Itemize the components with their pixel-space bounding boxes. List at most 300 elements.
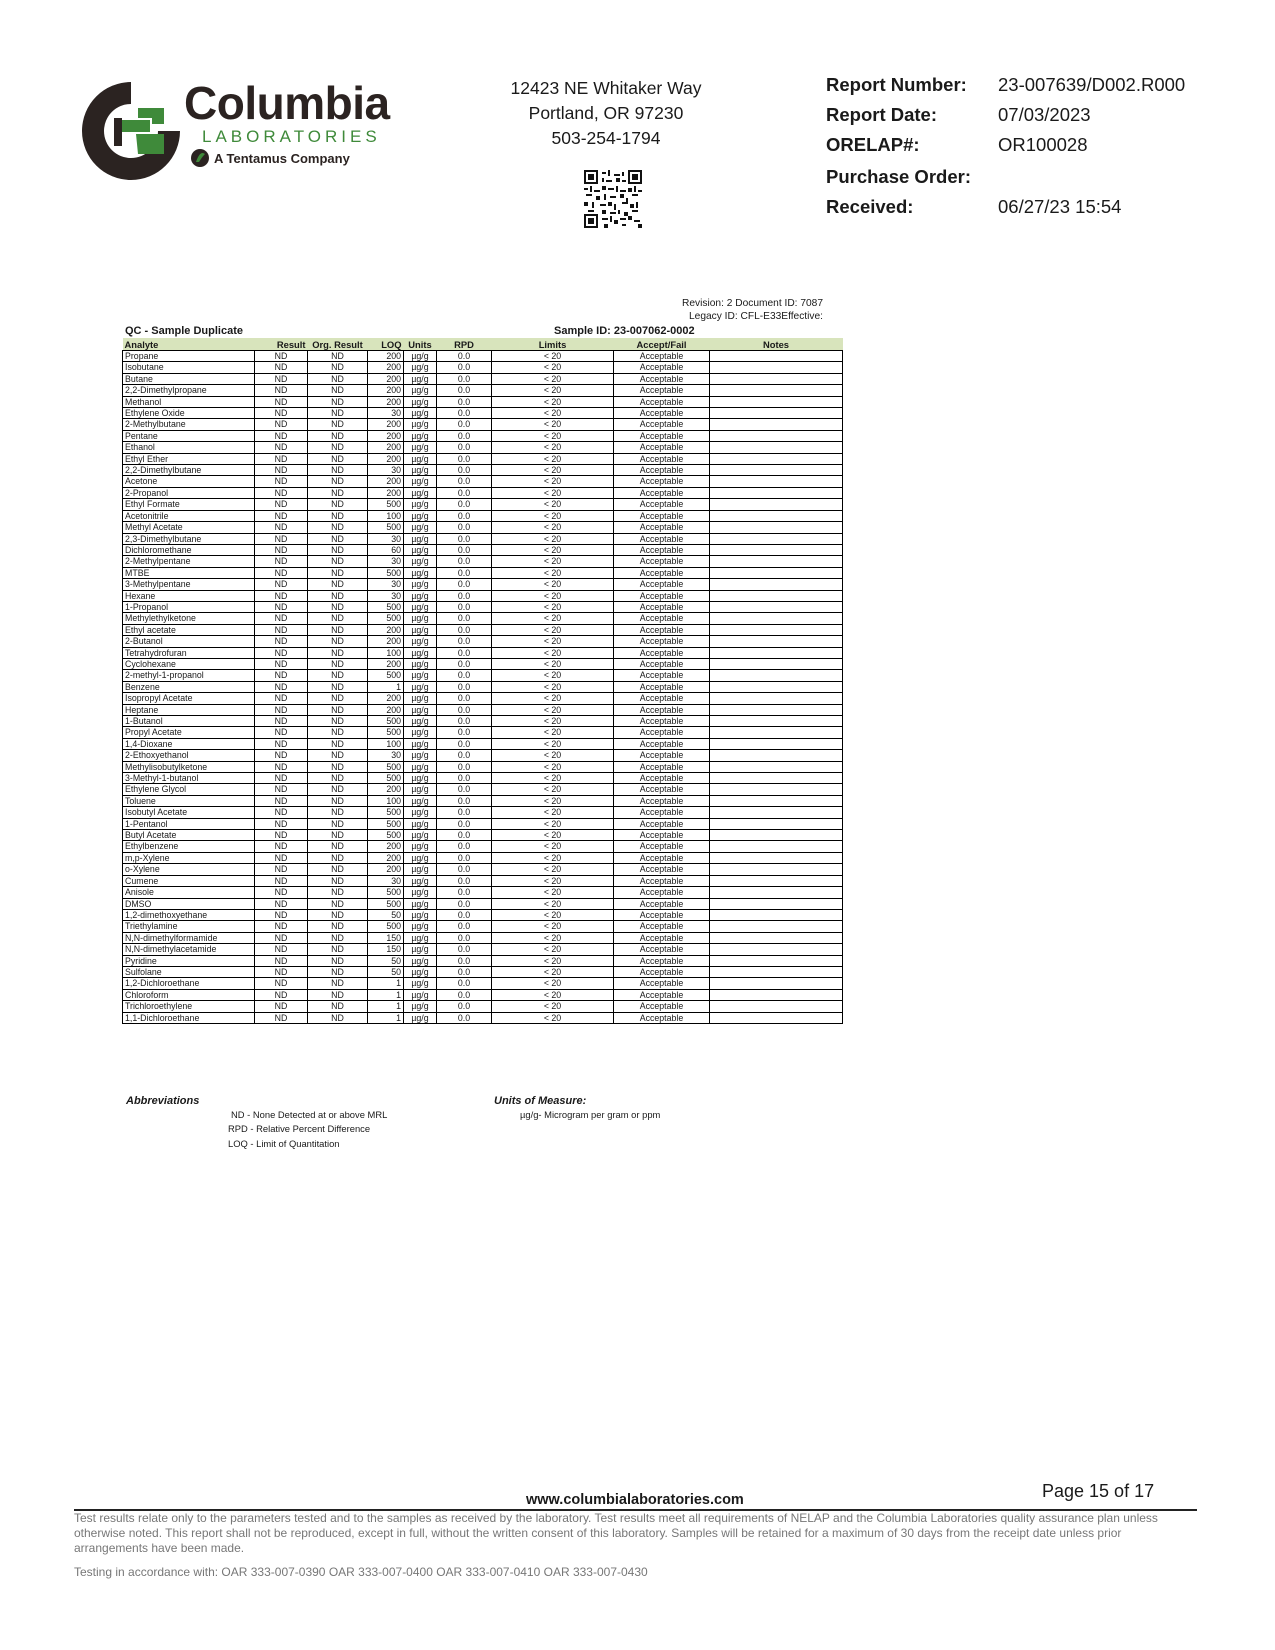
loq-cell: 30 (368, 408, 404, 419)
result-cell: ND (255, 533, 308, 544)
result-cell: ND (255, 579, 308, 590)
rpd-cell: 0.0 (437, 818, 492, 829)
org-result-cell: ND (308, 647, 368, 658)
result-cell: ND (255, 590, 308, 601)
result-cell: ND (255, 761, 308, 772)
accept-fail-cell: Acceptable (614, 373, 710, 384)
limits-cell: < 20 (492, 898, 614, 909)
rpd-cell: 0.0 (437, 921, 492, 932)
limits-cell: < 20 (492, 579, 614, 590)
loq-cell: 200 (368, 658, 404, 669)
notes-cell (710, 567, 843, 578)
accept-fail-cell: Acceptable (614, 419, 710, 430)
limits-cell: < 20 (492, 693, 614, 704)
rpd-cell: 0.0 (437, 670, 492, 681)
units-cell: µg/g (404, 453, 437, 464)
analyte-cell: Isobutane (123, 362, 255, 373)
phone-number: 503-254-1794 (551, 128, 661, 148)
org-result-cell: ND (308, 761, 368, 772)
limits-cell: < 20 (492, 727, 614, 738)
notes-cell (710, 510, 843, 521)
notes-cell (710, 761, 843, 772)
loq-cell: 50 (368, 909, 404, 920)
rpd-cell: 0.0 (437, 499, 492, 510)
analyte-cell: Isobutyl Acetate (123, 807, 255, 818)
loq-cell: 100 (368, 738, 404, 749)
loq-cell: 200 (368, 419, 404, 430)
units-cell: µg/g (404, 909, 437, 920)
accept-fail-cell: Acceptable (614, 681, 710, 692)
notes-cell (710, 909, 843, 920)
loq-cell: 30 (368, 875, 404, 886)
org-result-cell: ND (308, 567, 368, 578)
units-cell: µg/g (404, 567, 437, 578)
loq-cell: 200 (368, 385, 404, 396)
received-label: Received: (826, 196, 914, 217)
org-result-cell: ND (308, 487, 368, 498)
org-result-cell: ND (308, 419, 368, 430)
accept-fail-cell: Acceptable (614, 533, 710, 544)
notes-cell (710, 807, 843, 818)
limits-cell: < 20 (492, 1001, 614, 1012)
col-header-analyte: Analyte (124, 338, 159, 350)
rpd-cell: 0.0 (437, 533, 492, 544)
loq-cell: 30 (368, 533, 404, 544)
columbia-c-logo-icon (78, 78, 184, 184)
limits-cell: < 20 (492, 647, 614, 658)
rpd-cell: 0.0 (437, 875, 492, 886)
limits-cell: < 20 (492, 670, 614, 681)
notes-cell (710, 465, 843, 476)
table-row (123, 921, 843, 932)
notes-cell (710, 408, 843, 419)
orelap-label: ORELAP#: (826, 134, 920, 155)
loq-cell: 500 (368, 727, 404, 738)
rpd-cell: 0.0 (437, 738, 492, 749)
org-result-cell: ND (308, 944, 368, 955)
loq-cell: 500 (368, 887, 404, 898)
accept-fail-cell: Acceptable (614, 396, 710, 407)
accept-fail-cell: Acceptable (614, 773, 710, 784)
notes-cell (710, 373, 843, 384)
document-revision (682, 297, 823, 323)
rpd-cell: 0.0 (437, 487, 492, 498)
loq-cell: 500 (368, 499, 404, 510)
units-cell: µg/g (404, 921, 437, 932)
org-result-cell: ND (308, 898, 368, 909)
notes-cell (710, 499, 843, 510)
analyte-cell: Acetone (123, 476, 255, 487)
units-cell: µg/g (404, 966, 437, 977)
units-cell: µg/g (404, 887, 437, 898)
limits-cell: < 20 (492, 556, 614, 567)
result-cell: ND (255, 442, 308, 453)
result-cell: ND (255, 556, 308, 567)
loq-cell: 200 (368, 704, 404, 715)
limits-cell: < 20 (492, 544, 614, 555)
table-row (123, 727, 843, 738)
notes-cell (710, 693, 843, 704)
analyte-cell: Heptane (123, 704, 255, 715)
table-row (123, 818, 843, 829)
loq-cell: 30 (368, 750, 404, 761)
notes-cell (710, 818, 843, 829)
notes-cell (710, 887, 843, 898)
analyte-cell: 1,1-Dichloroethane (123, 1012, 255, 1023)
disclaimer-text: Test results relate only to the parameters tested and to the samples as received by the laboratory. Test results meet all requirements of NELAP and the Columbia Laboratories quality assurance plan unless otherwise noted. This report shall not be reproduced, except in full, without the written consent of this laboratory. Samples will be retained for a maximum of 30 days from the receipt date unless prior arrangements have been made. (74, 1511, 1158, 1555)
table-row (123, 704, 843, 715)
col-header-loq: LOQ (381, 338, 402, 350)
accept-fail-cell: Acceptable (614, 670, 710, 681)
limits-cell: < 20 (492, 408, 614, 419)
units-cell: µg/g (404, 1001, 437, 1012)
units-cell: µg/g (404, 510, 437, 521)
table-row (123, 773, 843, 784)
org-result-cell: ND (308, 795, 368, 806)
org-result-cell: ND (308, 373, 368, 384)
accept-fail-cell: Acceptable (614, 487, 710, 498)
result-cell: ND (255, 898, 308, 909)
limits-cell: < 20 (492, 385, 614, 396)
company-name: Columbia (184, 77, 390, 129)
table-row (123, 852, 843, 863)
result-cell: ND (255, 693, 308, 704)
rpd-cell: 0.0 (437, 442, 492, 453)
accept-fail-cell: Acceptable (614, 636, 710, 647)
loq-cell: 500 (368, 921, 404, 932)
loq-cell: 200 (368, 487, 404, 498)
limits-cell: < 20 (492, 944, 614, 955)
loq-cell: 200 (368, 864, 404, 875)
rpd-cell: 0.0 (437, 556, 492, 567)
org-result-cell: ND (308, 704, 368, 715)
limits-cell: < 20 (492, 875, 614, 886)
table-row (123, 932, 843, 943)
accept-fail-cell: Acceptable (614, 522, 710, 533)
table-row (123, 830, 843, 841)
loq-cell: 60 (368, 544, 404, 555)
col-header-org-result: Org. Result (312, 338, 363, 350)
limits-cell: < 20 (492, 921, 614, 932)
table-row (123, 944, 843, 955)
qc-table-body (123, 351, 843, 1024)
notes-cell (710, 727, 843, 738)
col-header-units: Units (408, 338, 432, 350)
accept-fail-cell: Acceptable (614, 784, 710, 795)
rpd-cell: 0.0 (437, 681, 492, 692)
loq-cell: 150 (368, 932, 404, 943)
analyte-cell: m,p-Xylene (123, 852, 255, 863)
result-cell: ND (255, 430, 308, 441)
rpd-cell: 0.0 (437, 750, 492, 761)
units-cell: µg/g (404, 601, 437, 612)
loq-cell: 200 (368, 841, 404, 852)
org-result-cell: ND (308, 909, 368, 920)
loq-cell: 500 (368, 761, 404, 772)
org-result-cell: ND (308, 1012, 368, 1023)
units-cell: µg/g (404, 989, 437, 1000)
accept-fail-cell: Acceptable (614, 944, 710, 955)
org-result-cell: ND (308, 784, 368, 795)
notes-cell (710, 556, 843, 567)
result-cell: ND (255, 830, 308, 841)
notes-cell (710, 1012, 843, 1023)
table-row (123, 396, 843, 407)
org-result-cell: ND (308, 841, 368, 852)
result-cell: ND (255, 818, 308, 829)
units-cell: µg/g (404, 727, 437, 738)
notes-cell (710, 978, 843, 989)
accept-fail-cell: Acceptable (614, 750, 710, 761)
table-row (123, 670, 843, 681)
table-row (123, 567, 843, 578)
rpd-cell: 0.0 (437, 613, 492, 624)
notes-cell (710, 704, 843, 715)
units-cell: µg/g (404, 442, 437, 453)
units-cell: µg/g (404, 476, 437, 487)
notes-cell (710, 658, 843, 669)
rpd-cell: 0.0 (437, 658, 492, 669)
compliance-text: Testing in accordance with: OAR 333-007-0390 OAR 333-007-0400 OAR 333-007-0410 OAR 333-007-0430 (74, 1565, 648, 1579)
report-number-label: Report Number: (826, 74, 967, 95)
limits-cell: < 20 (492, 784, 614, 795)
table-row (123, 807, 843, 818)
result-cell: ND (255, 852, 308, 863)
units-cell: µg/g (404, 978, 437, 989)
rpd-cell: 0.0 (437, 898, 492, 909)
org-result-cell: ND (308, 351, 368, 362)
accept-fail-cell: Acceptable (614, 807, 710, 818)
qc-table-title: QC - Sample Duplicate (125, 325, 243, 337)
analyte-cell: 2-methyl-1-propanol (123, 670, 255, 681)
qr-code-icon[interactable] (584, 170, 642, 228)
analyte-cell: Pentane (123, 430, 255, 441)
notes-cell (710, 487, 843, 498)
analyte-cell: Propane (123, 351, 255, 362)
rpd-cell: 0.0 (437, 1012, 492, 1023)
loq-cell: 500 (368, 567, 404, 578)
analyte-cell: 1-Propanol (123, 601, 255, 612)
rpd-cell: 0.0 (437, 727, 492, 738)
analyte-cell: 2-Methylbutane (123, 419, 255, 430)
notes-cell (710, 522, 843, 533)
report-date: 07/03/2023 (998, 104, 1091, 125)
analyte-cell: Anisole (123, 887, 255, 898)
analyte-cell: Isopropyl Acetate (123, 693, 255, 704)
website-link[interactable]: www.columbialaboratories.com (526, 1492, 744, 1508)
table-row (123, 1012, 843, 1023)
limits-cell: < 20 (492, 465, 614, 476)
limits-cell: < 20 (492, 373, 614, 384)
analyte-cell: Triethylamine (123, 921, 255, 932)
org-result-cell: ND (308, 658, 368, 669)
table-row (123, 966, 843, 977)
analyte-cell: 3-Methylpentane (123, 579, 255, 590)
org-result-cell: ND (308, 978, 368, 989)
col-header-notes: Notes (762, 338, 790, 350)
rpd-cell: 0.0 (437, 909, 492, 920)
accept-fail-cell: Acceptable (614, 875, 710, 886)
org-result-cell: ND (308, 670, 368, 681)
rpd-cell: 0.0 (437, 522, 492, 533)
org-result-cell: ND (308, 773, 368, 784)
analyte-cell: 1,2-Dichloroethane (123, 978, 255, 989)
org-result-cell: ND (308, 636, 368, 647)
limits-cell: < 20 (492, 419, 614, 430)
analyte-cell: 2,2-Dimethylbutane (123, 465, 255, 476)
units-cell: µg/g (404, 465, 437, 476)
company-logo (78, 78, 398, 188)
accept-fail-cell: Acceptable (614, 453, 710, 464)
revision-line-2: Legacy ID: CFL-E33Effective: (688, 311, 823, 322)
org-result-cell: ND (308, 1001, 368, 1012)
address-line-2: Portland, OR 97230 (528, 103, 684, 123)
table-row (123, 613, 843, 624)
analyte-cell: 2,2-Dimethylpropane (123, 385, 255, 396)
units-cell: µg/g (404, 396, 437, 407)
units-cell: µg/g (404, 807, 437, 818)
org-result-cell: ND (308, 875, 368, 886)
analyte-cell: 2-Propanol (123, 487, 255, 498)
table-row (123, 636, 843, 647)
org-result-cell: ND (308, 396, 368, 407)
table-row (123, 522, 843, 533)
table-row (123, 408, 843, 419)
loq-cell: 100 (368, 795, 404, 806)
notes-cell (710, 601, 843, 612)
rpd-cell: 0.0 (437, 351, 492, 362)
rpd-cell: 0.0 (437, 830, 492, 841)
org-result-cell: ND (308, 556, 368, 567)
rpd-cell: 0.0 (437, 590, 492, 601)
loq-cell: 500 (368, 670, 404, 681)
units-cell: µg/g (404, 590, 437, 601)
org-result-cell: ND (308, 362, 368, 373)
accept-fail-cell: Acceptable (614, 818, 710, 829)
rpd-cell: 0.0 (437, 624, 492, 635)
table-row (123, 989, 843, 1000)
company-subtitle: LABORATORIES (202, 127, 381, 146)
limits-cell: < 20 (492, 533, 614, 544)
limits-cell: < 20 (492, 522, 614, 533)
accept-fail-cell: Acceptable (614, 362, 710, 373)
units-cell: µg/g (404, 898, 437, 909)
limits-cell: < 20 (492, 841, 614, 852)
org-result-cell: ND (308, 408, 368, 419)
org-result-cell: ND (308, 681, 368, 692)
notes-cell (710, 944, 843, 955)
accept-fail-cell: Acceptable (614, 761, 710, 772)
result-cell: ND (255, 978, 308, 989)
result-cell: ND (255, 624, 308, 635)
org-result-cell: ND (308, 465, 368, 476)
units-cell: µg/g (404, 487, 437, 498)
accept-fail-cell: Acceptable (614, 955, 710, 966)
units-cell: µg/g (404, 852, 437, 863)
loq-cell: 1 (368, 681, 404, 692)
accept-fail-cell: Acceptable (614, 966, 710, 977)
accept-fail-cell: Acceptable (614, 613, 710, 624)
address-line-1: 12423 NE Whitaker Way (510, 78, 702, 98)
units-cell: µg/g (404, 704, 437, 715)
table-row (123, 978, 843, 989)
rpd-cell: 0.0 (437, 864, 492, 875)
rpd-cell: 0.0 (437, 636, 492, 647)
limits-cell: < 20 (492, 624, 614, 635)
rpd-cell: 0.0 (437, 373, 492, 384)
units-cell: µg/g (404, 830, 437, 841)
notes-cell (710, 533, 843, 544)
loq-cell: 500 (368, 773, 404, 784)
notes-cell (710, 841, 843, 852)
accept-fail-cell: Acceptable (614, 385, 710, 396)
limits-cell: < 20 (492, 351, 614, 362)
result-cell: ND (255, 750, 308, 761)
table-header-row (123, 338, 843, 351)
table-row (123, 601, 843, 612)
units-cell: µg/g (404, 1012, 437, 1023)
analyte-cell: Ethanol (123, 442, 255, 453)
units-cell: µg/g (404, 818, 437, 829)
notes-cell (710, 773, 843, 784)
limits-cell: < 20 (492, 978, 614, 989)
limits-cell: < 20 (492, 738, 614, 749)
table-row (123, 510, 843, 521)
units-cell: µg/g (404, 613, 437, 624)
notes-cell (710, 544, 843, 555)
page-number: Page 15 of 17 (1042, 1481, 1155, 1501)
accept-fail-cell: Acceptable (614, 351, 710, 362)
table-row (123, 681, 843, 692)
result-cell: ND (255, 887, 308, 898)
accept-fail-cell: Acceptable (614, 601, 710, 612)
result-cell: ND (255, 875, 308, 886)
accept-fail-cell: Acceptable (614, 499, 710, 510)
table-row (123, 864, 843, 875)
org-result-cell: ND (308, 887, 368, 898)
notes-cell (710, 419, 843, 430)
loq-cell: 200 (368, 624, 404, 635)
analyte-cell: 1,4-Dioxane (123, 738, 255, 749)
table-row (123, 351, 843, 362)
abbreviation-item: ND - None Detected at or above MRL (231, 1109, 388, 1120)
accept-fail-cell: Acceptable (614, 989, 710, 1000)
limits-cell: < 20 (492, 750, 614, 761)
accept-fail-cell: Acceptable (614, 658, 710, 669)
analyte-cell: 1-Butanol (123, 716, 255, 727)
notes-cell (710, 955, 843, 966)
org-result-cell: ND (308, 921, 368, 932)
org-result-cell: ND (308, 693, 368, 704)
loq-cell: 30 (368, 590, 404, 601)
org-result-cell: ND (308, 750, 368, 761)
units-cell: µg/g (404, 784, 437, 795)
result-cell: ND (255, 385, 308, 396)
lab-address (470, 76, 742, 151)
units-cell: µg/g (404, 556, 437, 567)
rpd-cell: 0.0 (437, 704, 492, 715)
notes-cell (710, 852, 843, 863)
notes-cell (710, 795, 843, 806)
notes-cell (710, 351, 843, 362)
table-row (123, 544, 843, 555)
analyte-cell: Methyl Acetate (123, 522, 255, 533)
units-cell: µg/g (404, 944, 437, 955)
org-result-cell: ND (308, 442, 368, 453)
report-number: 23-007639/D002.R000 (998, 74, 1186, 95)
analyte-cell: Benzene (123, 681, 255, 692)
notes-cell (710, 864, 843, 875)
